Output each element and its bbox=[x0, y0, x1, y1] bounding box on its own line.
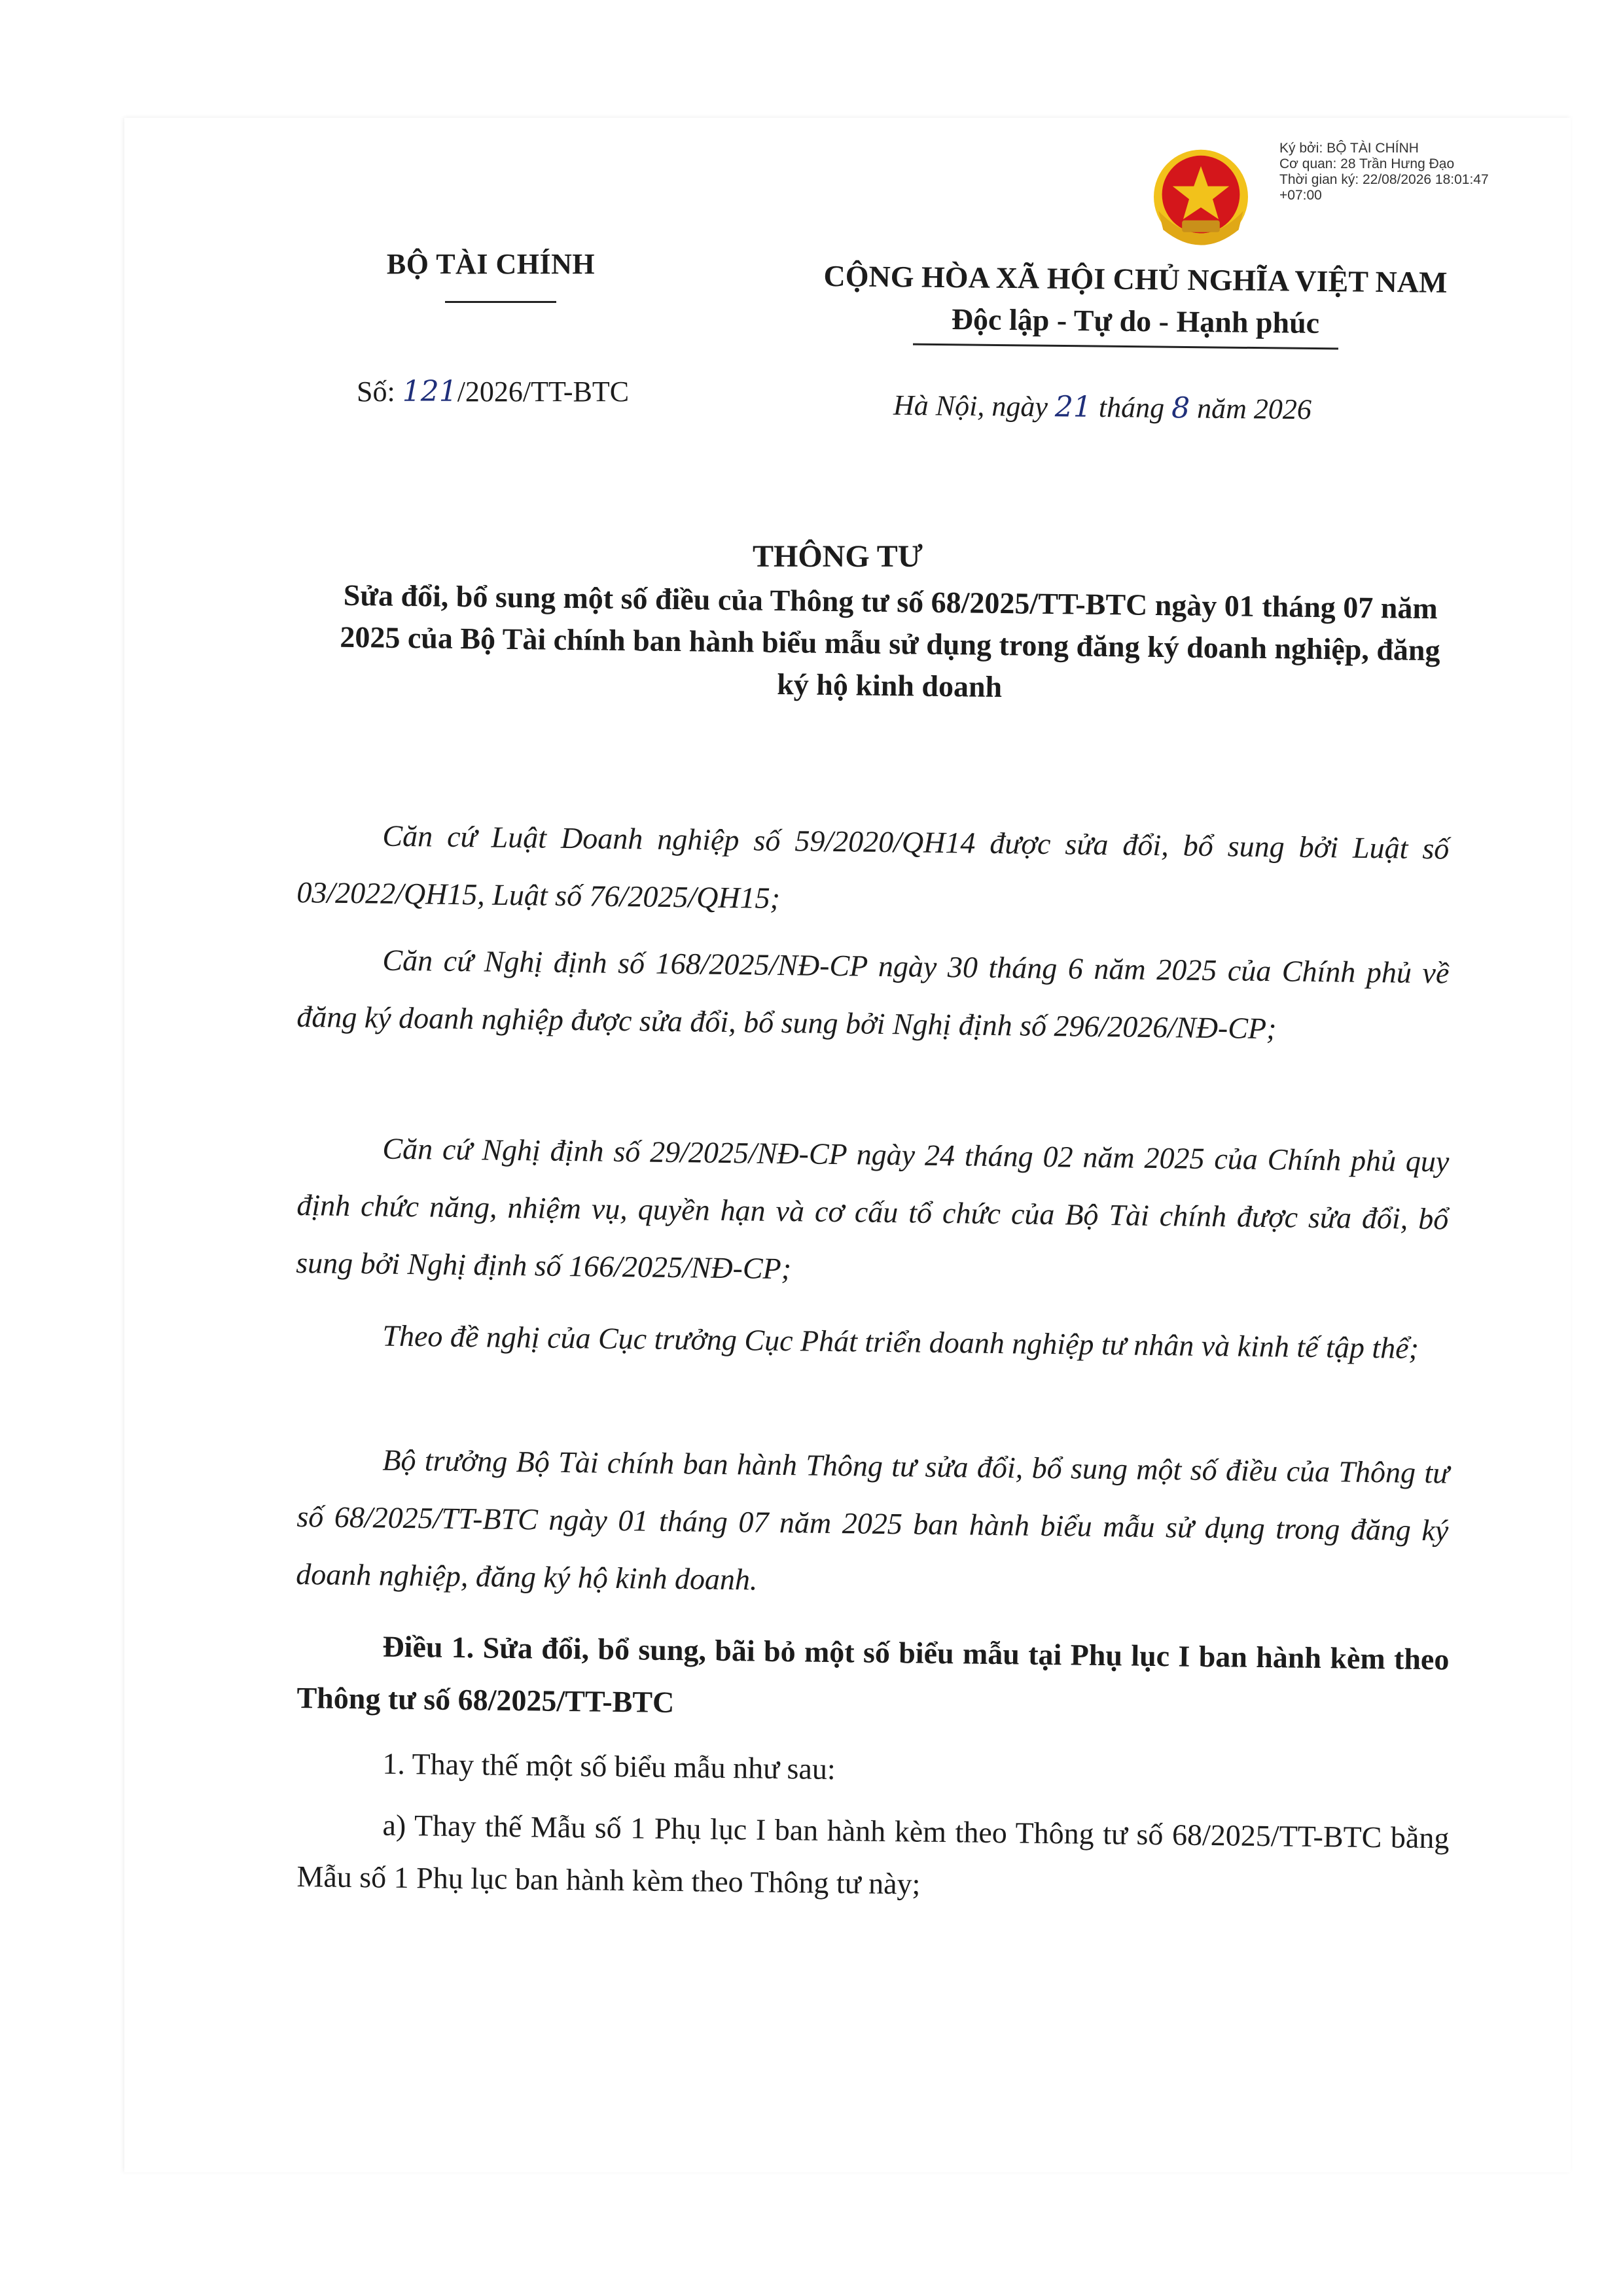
national-motto: Độc lập - Tự do - Hạnh phúc bbox=[951, 302, 1320, 340]
document-number bbox=[357, 375, 629, 408]
signature-signer: Ký bởi: BỘ TÀI CHÍNH bbox=[1279, 141, 1419, 156]
legal-basis-3: Căn cứ Nghị định số 29/2025/NĐ-CP ngày 24 tháng 02 năm 2025 của Chính phủ quy định chức năng, nhiệm vụ, quyền hạn và cơ cấu tổ chức của Bộ Tài chính được sửa đổi, bổ sung bởi Nghị định số 166/2025/NĐ-CP; bbox=[296, 1131, 1450, 1286]
legal-basis-1: Căn cứ Luật Doanh nghiệp số 59/2020/QH14 được sửa đổi, bổ sung bởi Luật số 03/2022/QH15, Luật số 76/2025/QH15; bbox=[296, 819, 1450, 915]
digital-signature-info bbox=[1279, 141, 1567, 203]
document-subject: Sửa đổi, bổ sung một số điều của Thông tư số 68/2025/TT-BTC ngày 01 tháng 07 năm 2025 của Bộ Tài chính ban hành biểu mẫu sử dụng trong đăng ký doanh nghiệp, đăng ký hộ kinh doanh bbox=[340, 578, 1440, 704]
number-handwritten: 121 bbox=[402, 375, 457, 408]
signature-office: Cơ quan: 28 Trần Hưng Đạo bbox=[1279, 156, 1455, 171]
signature-timezone: +07:00 bbox=[1279, 188, 1322, 203]
date-day: 21 bbox=[1054, 390, 1092, 424]
date-month: 8 bbox=[1171, 391, 1190, 425]
country-name: CỘNG HÒA XÃ HỘI CHỦ NGHĨA VIỆT NAM bbox=[823, 259, 1448, 299]
date-part-1: Hà Nội, ngày bbox=[893, 389, 1056, 423]
issuance-statement: Bộ trưởng Bộ Tài chính ban hành Thông tư sửa đổi, bổ sung một số điều của Thông tư số 68/2025/TT-BTC ngày 01 tháng 07 năm 2025 ban hành biểu mẫu sử dụng trong đăng ký doanh nghiệp, đăng ký hộ kinh doanh. bbox=[296, 1443, 1450, 1597]
document-type: THÔNG TƯ bbox=[752, 539, 923, 574]
date-part-3: năm 2026 bbox=[1189, 392, 1312, 426]
article-1-heading: Điều 1. Sửa đổi, bổ sung, bãi bỏ một số biểu mẫu tại Phụ lục I ban hành kèm theo Thông tư số 68/2025/TT-BTC bbox=[296, 1629, 1450, 1720]
article-1-item-1a: a) Thay thế Mẫu số 1 Phụ lục I ban hành kèm theo Thông tư số 68/2025/TT-BTC bằng Mẫu số 1 Phụ lục ban hành kèm theo Thông tư này; bbox=[296, 1808, 1450, 1901]
legal-basis-2: Căn cứ Nghị định số 168/2025/NĐ-CP ngày 30 tháng 6 năm 2025 của Chính phủ về đăng ký doanh nghiệp được sửa đổi, bổ sung bởi Nghị định số 296/2026/NĐ-CP; bbox=[296, 943, 1450, 1046]
place-and-date bbox=[893, 389, 1311, 427]
national-emblem-icon bbox=[1142, 143, 1260, 260]
number-suffix: /2026/TT-BTC bbox=[457, 376, 630, 408]
date-part-2: tháng bbox=[1091, 391, 1172, 425]
issuing-agency: BỘ TÀI CHÍNH bbox=[386, 248, 596, 280]
article-1-item-1: 1. Thay thế một số biểu mẫu như sau: bbox=[382, 1746, 836, 1786]
proposal-basis: Theo đề nghị của Cục trưởng Cục Phát triển doanh nghiệp tư nhân và kinh tế tập thể; bbox=[382, 1318, 1419, 1365]
number-prefix: Số: bbox=[357, 376, 402, 408]
agency-underline bbox=[445, 301, 556, 303]
signature-time: Thời gian ký: 22/08/2026 18:01:47 bbox=[1279, 172, 1489, 187]
